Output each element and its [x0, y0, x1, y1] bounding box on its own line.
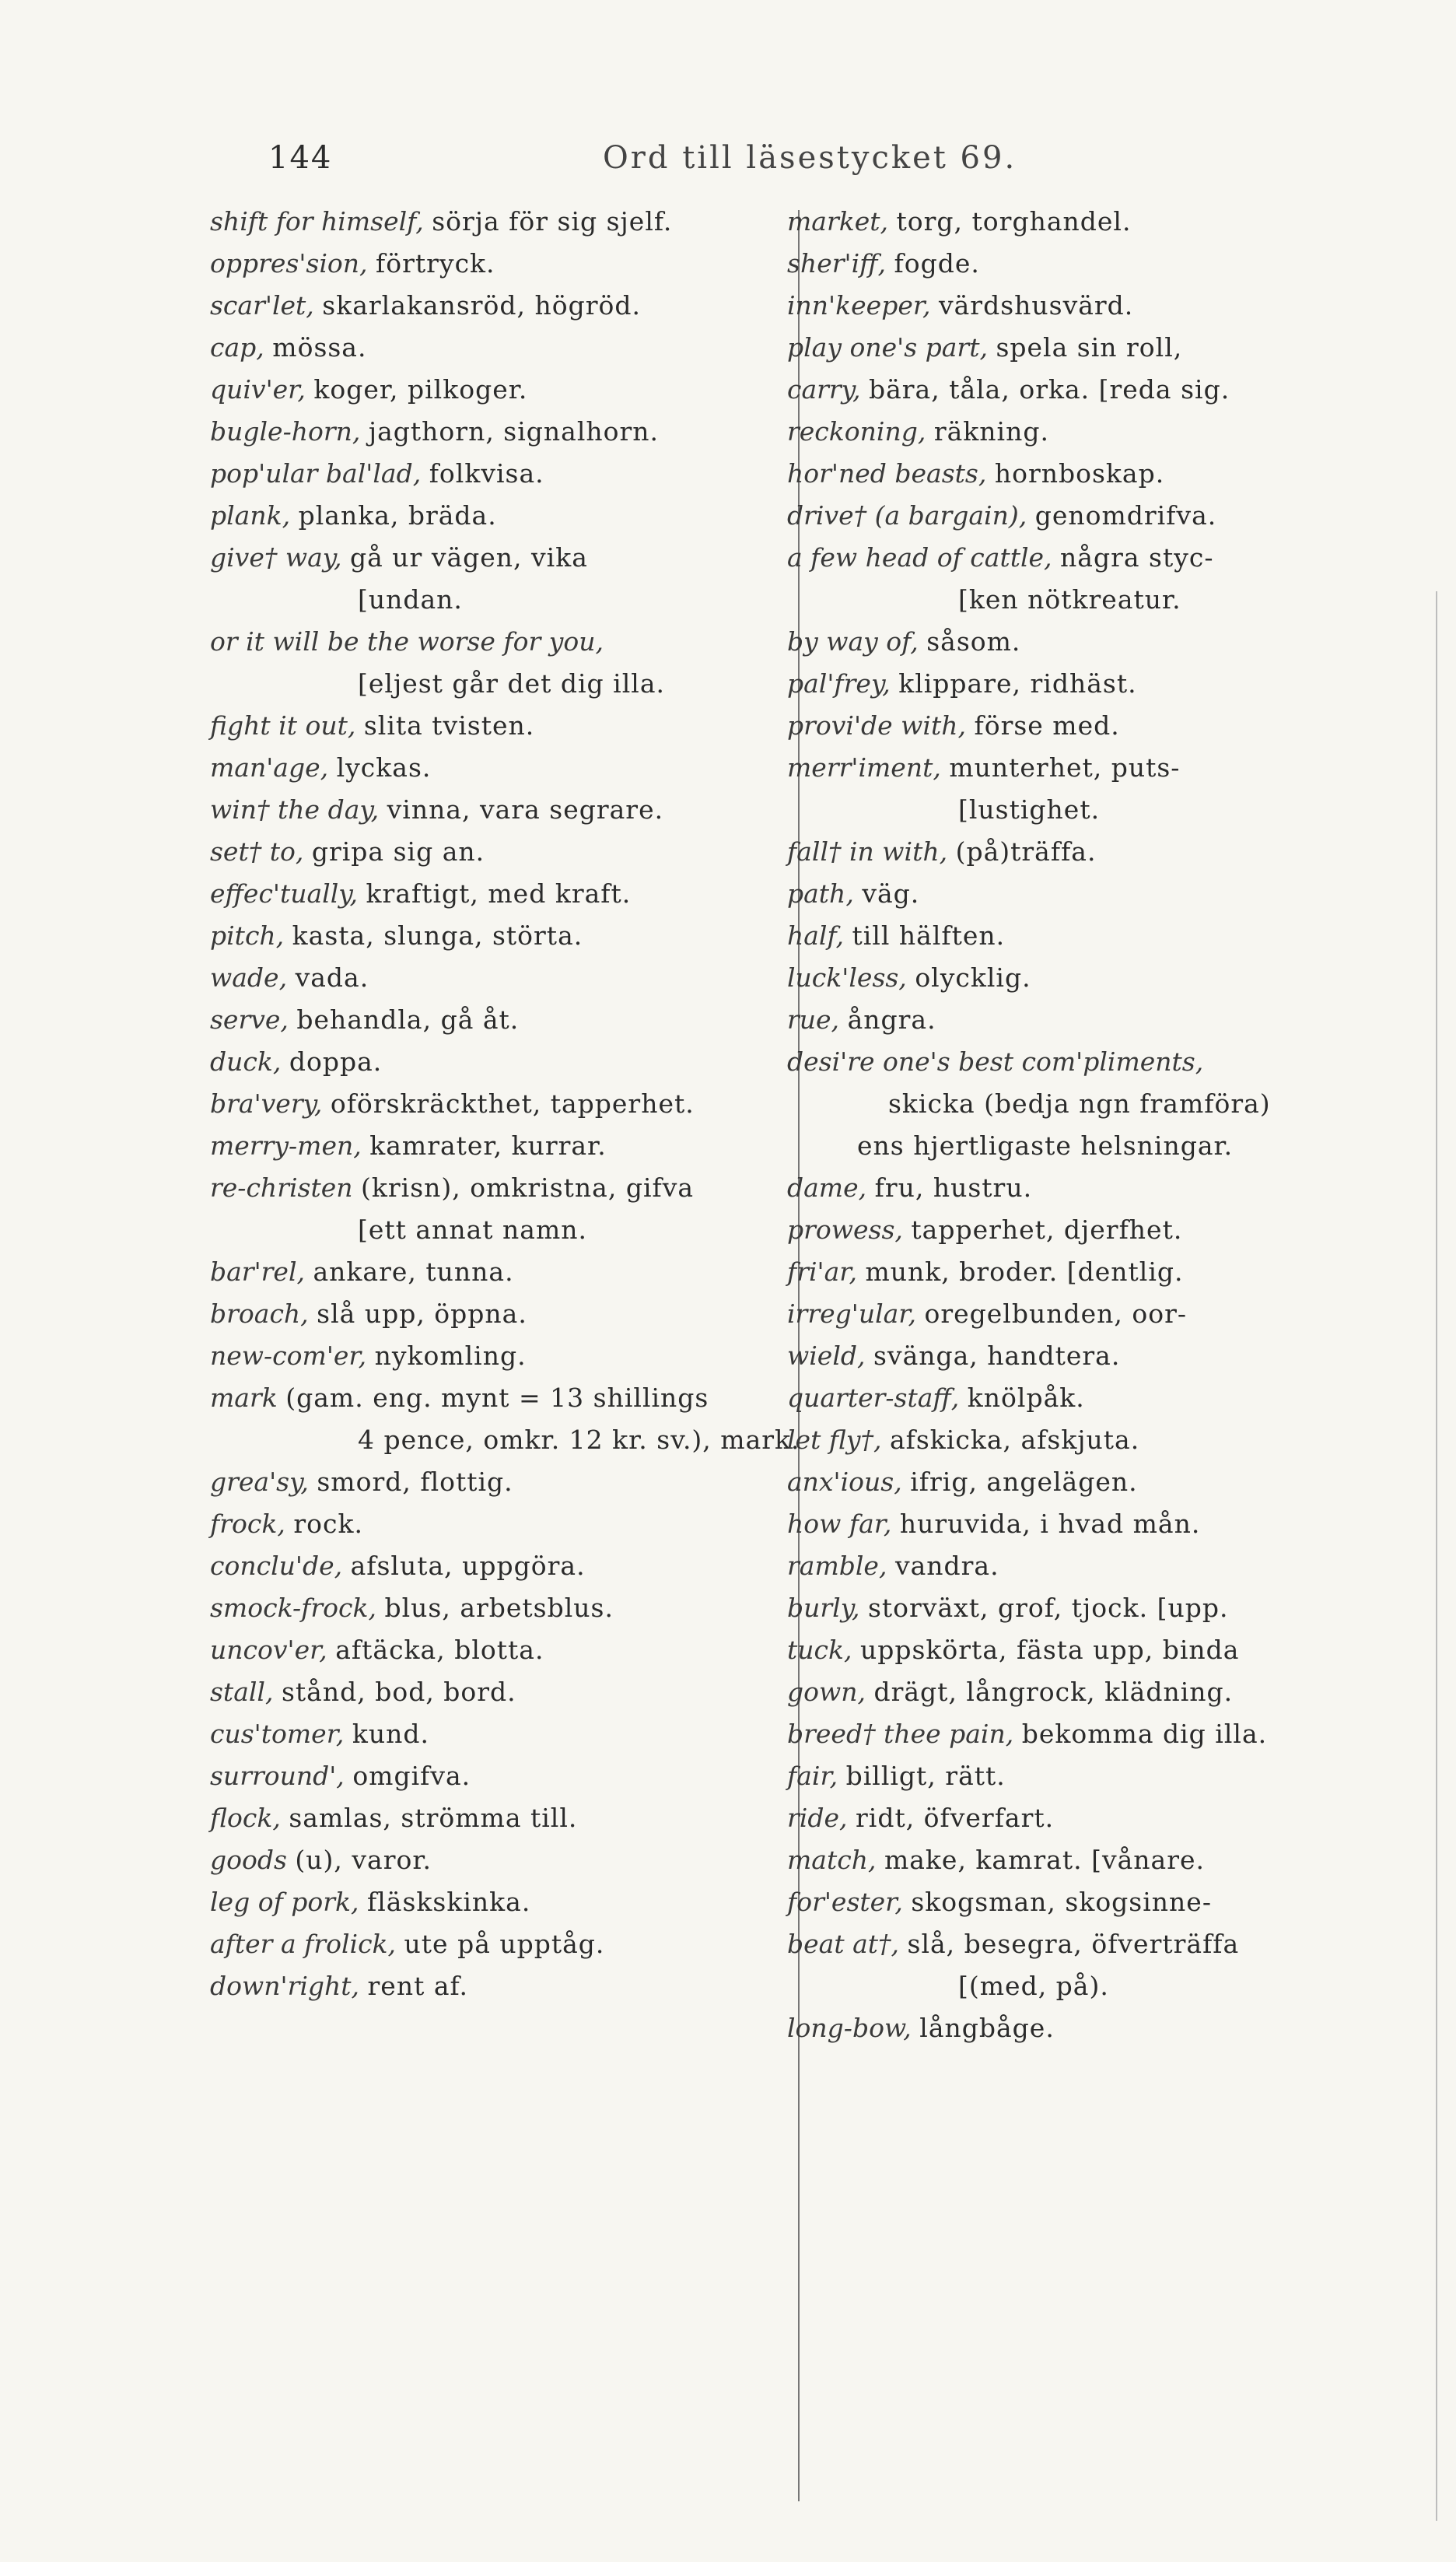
glossary-entry — [210, 537, 801, 579]
definition-continuation: [lustighet. — [958, 794, 1101, 825]
glossary-entry — [210, 621, 801, 663]
definition-continuation: [eljest går det dig illa. — [358, 668, 665, 699]
headword: grea'sy, — [210, 1467, 309, 1497]
glossary-entry — [787, 1335, 1409, 1377]
definition: klippare, ridhäst. — [898, 668, 1137, 699]
definition-continuation: [ett annat namn. — [358, 1214, 587, 1245]
definition: några styc- — [1060, 542, 1214, 573]
definition: långbåge. — [919, 2013, 1055, 2043]
definition: kamrater, kurrar. — [369, 1130, 607, 1161]
glossary-entry — [210, 201, 801, 243]
glossary-entry — [787, 1167, 1409, 1209]
glossary-entry — [787, 327, 1409, 369]
headword: man'age, — [210, 752, 329, 783]
headword: rue, — [787, 1004, 840, 1035]
definition: ifrig, angelägen. — [910, 1467, 1138, 1497]
glossary-entry — [787, 495, 1409, 537]
definition: rent af. — [367, 1971, 469, 2001]
definition: vandra. — [894, 1551, 999, 1581]
right-column — [787, 201, 1409, 2049]
headword: wield, — [787, 1341, 866, 1371]
glossary-entry — [210, 369, 801, 411]
definition: kund. — [352, 1719, 429, 1749]
glossary-entry — [787, 285, 1409, 327]
definition: drägt, långrock, klädning. — [873, 1677, 1234, 1707]
definition: vinna, vara segrare. — [387, 794, 664, 825]
definition: (på)träffa. — [955, 836, 1097, 867]
headword: duck, — [210, 1046, 282, 1077]
glossary-entry — [210, 1755, 801, 1797]
definition: väg. — [862, 878, 920, 909]
glossary-entry — [210, 1293, 801, 1335]
glossary-entry — [210, 1041, 801, 1083]
definition: oregelbunden, oor- — [924, 1299, 1188, 1329]
glossary-entry — [210, 1125, 801, 1167]
headword: prowess, — [787, 1214, 903, 1245]
headword: bar'rel, — [210, 1256, 305, 1287]
definition: fläskskinka. — [367, 1887, 531, 1917]
headword: uncov'er, — [210, 1635, 327, 1665]
definition: förse med. — [974, 710, 1120, 741]
page-edge-line — [1436, 591, 1437, 2521]
definition: torg, torghandel. — [896, 206, 1132, 237]
headword: stall, — [210, 1677, 274, 1707]
glossary-entry — [210, 495, 801, 537]
headword: a few head of cattle, — [787, 542, 1052, 573]
glossary-entry — [787, 873, 1409, 915]
definition: afskicka, afskjuta. — [889, 1425, 1140, 1455]
glossary-entry — [210, 705, 801, 747]
definition: behandla, gå åt. — [296, 1004, 520, 1035]
definition: mössa. — [272, 332, 367, 363]
glossary-entry — [787, 705, 1409, 747]
definition: (u), varor. — [295, 1845, 432, 1875]
glossary-entry — [787, 201, 1409, 243]
definition: bära, tåla, orka. [reda sig. — [868, 374, 1230, 405]
definition: make, kamrat. [vånare. — [884, 1845, 1205, 1875]
glossary-entry — [787, 1671, 1409, 1713]
glossary-entry — [210, 1503, 801, 1545]
glossary-entry — [787, 1797, 1409, 1839]
headword: for'ester, — [787, 1887, 903, 1917]
glossary-entry — [210, 873, 801, 915]
headword: let fly†, — [787, 1425, 882, 1455]
glossary-entry — [787, 1629, 1409, 1671]
headword: serve, — [210, 1004, 289, 1035]
headword: path, — [787, 878, 854, 909]
definition: spela sin roll, — [996, 332, 1183, 363]
definition-continuation: [(med, på). — [958, 1971, 1109, 2001]
headword: half, — [787, 920, 845, 951]
definition: räkning. — [933, 416, 1049, 447]
headword: ride, — [787, 1803, 848, 1833]
headword: by way of, — [787, 626, 919, 657]
glossary-entry — [787, 1755, 1409, 1797]
headword: long-bow, — [787, 2013, 912, 2043]
definition: slå, besegra, öfverträffa — [907, 1929, 1240, 1959]
glossary-entry — [210, 1335, 801, 1377]
headword: mark — [210, 1383, 278, 1413]
glossary-entry — [787, 747, 1409, 789]
glossary-entry — [787, 1209, 1409, 1251]
headword: give† way, — [210, 542, 342, 573]
definition: kraftigt, med kraft. — [366, 878, 632, 909]
headword: leg of pork, — [210, 1887, 359, 1917]
headword: pop'ular bal'lad, — [210, 458, 422, 489]
definition: billigt, rätt. — [845, 1761, 1006, 1791]
glossary-entry — [210, 957, 801, 999]
glossary-entry — [787, 1713, 1409, 1755]
headword: fair, — [787, 1761, 838, 1791]
glossary-entry — [210, 1167, 801, 1209]
definition: munterhet, puts- — [949, 752, 1181, 783]
glossary-entry — [210, 1083, 801, 1125]
glossary-entry — [210, 1251, 801, 1293]
headword: effec'tually, — [210, 878, 359, 909]
definition: ångra. — [847, 1004, 936, 1035]
definition: oförskräckthet, tapperhet. — [330, 1088, 695, 1119]
definition: skogsman, skogsinne- — [911, 1887, 1212, 1917]
headword: scar'let, — [210, 290, 314, 321]
definition: uppskörta, fästa upp, binda — [859, 1635, 1240, 1665]
glossary-entry — [210, 1377, 801, 1419]
headword: merr'iment, — [787, 752, 941, 783]
glossary-entry — [787, 1839, 1409, 1881]
glossary-entry — [210, 1923, 801, 1965]
definition: aftäcka, blotta. — [335, 1635, 544, 1665]
definition: afsluta, uppgöra. — [350, 1551, 586, 1581]
glossary-entry — [787, 1419, 1409, 1461]
headword: goods — [210, 1845, 287, 1875]
definition: blus, arbetsblus. — [384, 1593, 614, 1623]
page-number: 144 — [268, 140, 333, 176]
definition: sörja för sig sjelf. — [432, 206, 673, 237]
glossary-entry — [787, 621, 1409, 663]
glossary-entry — [787, 1923, 1409, 1965]
glossary-entry — [210, 1965, 801, 2007]
definition: gripa sig an. — [311, 836, 485, 867]
headword: anx'ious, — [787, 1467, 902, 1497]
left-column — [210, 201, 801, 2007]
headword: smock-frock, — [210, 1593, 376, 1623]
headword: frock, — [210, 1509, 285, 1539]
headword: reckoning, — [787, 416, 926, 447]
headword: sher'iff, — [787, 248, 886, 279]
glossary-entry — [787, 831, 1409, 873]
definition: värdshusvärd. — [938, 290, 1134, 321]
definition: svänga, handtera. — [873, 1341, 1121, 1371]
headword: fight it out, — [210, 710, 356, 741]
glossary-entry — [787, 1041, 1409, 1083]
glossary-entry — [210, 411, 801, 453]
glossary-entry — [210, 831, 801, 873]
definition: ute på upptåg. — [404, 1929, 605, 1959]
headword: market, — [787, 206, 889, 237]
glossary-entry — [787, 1881, 1409, 1923]
glossary-entry — [210, 1629, 801, 1671]
headword: carry, — [787, 374, 861, 405]
headword: tuck, — [787, 1635, 852, 1665]
headword: set† to, — [210, 836, 304, 867]
definition-continuation: ens hjertligaste helsningar. — [857, 1130, 1234, 1161]
definition: gå ur vägen, vika — [350, 542, 588, 573]
glossary-entry — [787, 1251, 1409, 1293]
definition-continuation: [undan. — [358, 584, 463, 615]
definition: storväxt, grof, tjock. [upp. — [867, 1593, 1229, 1623]
definition: vada. — [295, 962, 369, 993]
glossary-entry — [210, 1587, 801, 1629]
glossary-entry — [210, 1797, 801, 1839]
headword: down'right, — [210, 1971, 360, 2001]
headword: pal'frey, — [787, 668, 891, 699]
glossary-entry — [210, 915, 801, 957]
headword: re-christen — [210, 1172, 353, 1203]
headword: plank, — [210, 500, 291, 531]
definition-continuation: 4 pence, omkr. 12 kr. sv.), mark. — [358, 1425, 800, 1455]
glossary-entry — [787, 411, 1409, 453]
definition: kasta, slunga, störta. — [292, 920, 583, 951]
headword: breed† thee pain, — [787, 1719, 1014, 1749]
definition: stånd, bod, bord. — [281, 1677, 516, 1707]
headword: surround', — [210, 1761, 345, 1791]
definition: doppa. — [289, 1046, 383, 1077]
glossary-entry — [210, 327, 801, 369]
headword: wade, — [210, 962, 288, 993]
headword: or it will be the worse for you, — [210, 626, 604, 657]
headword: shift for himself, — [210, 206, 424, 237]
headword: beat at†, — [787, 1929, 900, 1959]
definition: såsom. — [926, 626, 1021, 657]
headword: ramble, — [787, 1551, 887, 1581]
definition: folkvisa. — [429, 458, 544, 489]
definition: ridt, öfverfart. — [855, 1803, 1055, 1833]
headword: cus'tomer, — [210, 1719, 345, 1749]
glossary-entry — [210, 453, 801, 495]
headword: bra'very, — [210, 1088, 323, 1119]
definition-continuation: skicka (bedja ngn framföra) — [888, 1088, 1271, 1119]
glossary-entry — [210, 1839, 801, 1881]
headword: match, — [787, 1845, 877, 1875]
definition-continuation: [ken nötkreatur. — [958, 584, 1181, 615]
glossary-entry — [210, 243, 801, 285]
headword: fall† in with, — [787, 836, 948, 867]
glossary-entry — [210, 789, 801, 831]
definition: jagthorn, signalhorn. — [368, 416, 660, 447]
definition: lyckas. — [336, 752, 432, 783]
glossary-entry — [787, 1377, 1409, 1419]
glossary-entry — [787, 1503, 1409, 1545]
definition: slå upp, öppna. — [317, 1299, 527, 1329]
page-title: Ord till läsestycket 69. — [603, 140, 1017, 176]
glossary-entry — [787, 243, 1409, 285]
headword: after a frolick, — [210, 1929, 397, 1959]
headword: burly, — [787, 1593, 860, 1623]
headword: quiv'er, — [210, 374, 306, 405]
definition: munk, broder. [dentlig. — [865, 1256, 1184, 1287]
headword: inn'keeper, — [787, 290, 931, 321]
headword: how far, — [787, 1509, 892, 1539]
definition: omgifva. — [352, 1761, 471, 1791]
glossary-entry — [787, 915, 1409, 957]
glossary-entry — [787, 537, 1409, 579]
headword: broach, — [210, 1299, 309, 1329]
headword: play one's part, — [787, 332, 988, 363]
definition: huruvida, i hvad mån. — [899, 1509, 1201, 1539]
glossary-entry — [210, 1713, 801, 1755]
definition: ankare, tunna. — [313, 1256, 514, 1287]
glossary-entry — [210, 1881, 801, 1923]
glossary-entry — [787, 999, 1409, 1041]
page-header — [0, 140, 1456, 195]
definition: skarlakansröd, högröd. — [322, 290, 641, 321]
headword: flock, — [210, 1803, 281, 1833]
definition: planka, bräda. — [298, 500, 497, 531]
definition: genomdrifva. — [1034, 500, 1217, 531]
glossary-entry — [210, 285, 801, 327]
definition: till hälften. — [852, 920, 1006, 951]
glossary-entry — [787, 1545, 1409, 1587]
glossary-entry — [787, 1587, 1409, 1629]
definition: (krisn), omkristna, gifva — [361, 1172, 695, 1203]
definition: rock. — [293, 1509, 363, 1539]
headword: hor'ned beasts, — [787, 458, 987, 489]
glossary-entry — [787, 369, 1409, 411]
definition: knölpåk. — [967, 1383, 1085, 1413]
glossary-entry — [210, 747, 801, 789]
glossary-entry — [787, 663, 1409, 705]
definition: förtryck. — [376, 248, 495, 279]
headword: dame, — [787, 1172, 867, 1203]
glossary-entry — [787, 1293, 1409, 1335]
definition: smord, flottig. — [317, 1467, 513, 1497]
headword: bugle-horn, — [210, 416, 361, 447]
definition: fru, hustru. — [874, 1172, 1033, 1203]
glossary-entry — [787, 1461, 1409, 1503]
headword: irreg'ular, — [787, 1299, 916, 1329]
definition: tapperhet, djerfhet. — [911, 1214, 1183, 1245]
glossary-entry — [787, 453, 1409, 495]
headword: cap, — [210, 332, 264, 363]
glossary-entry — [210, 999, 801, 1041]
glossary-entry — [210, 1461, 801, 1503]
definition: koger, pilkoger. — [313, 374, 528, 405]
headword: fri'ar, — [787, 1256, 857, 1287]
definition: fogde. — [894, 248, 980, 279]
headword: desi're one's best com'pliments, — [787, 1046, 1204, 1077]
glossary-entry — [210, 1545, 801, 1587]
headword: win† the day, — [210, 794, 380, 825]
definition: (gam. eng. mynt = 13 shillings — [285, 1383, 709, 1413]
glossary-entry — [787, 2007, 1409, 2049]
headword: conclu'de, — [210, 1551, 343, 1581]
headword: provi'de with, — [787, 710, 966, 741]
headword: new-com'er, — [210, 1341, 367, 1371]
headword: merry-men, — [210, 1130, 362, 1161]
glossary-entry — [210, 1671, 801, 1713]
headword: gown, — [787, 1677, 866, 1707]
headword: pitch, — [210, 920, 285, 951]
definition: samlas, strömma till. — [289, 1803, 578, 1833]
definition: nykomling. — [374, 1341, 527, 1371]
definition: bekomma dig illa. — [1021, 1719, 1268, 1749]
definition: hornboskap. — [994, 458, 1165, 489]
glossary-entry — [787, 957, 1409, 999]
definition: slita tvisten. — [363, 710, 535, 741]
headword: quarter-staff, — [787, 1383, 960, 1413]
headword: drive† (a bargain), — [787, 500, 1027, 531]
headword: luck'less, — [787, 962, 907, 993]
headword: oppres'sion, — [210, 248, 368, 279]
definition: olycklig. — [915, 962, 1031, 993]
